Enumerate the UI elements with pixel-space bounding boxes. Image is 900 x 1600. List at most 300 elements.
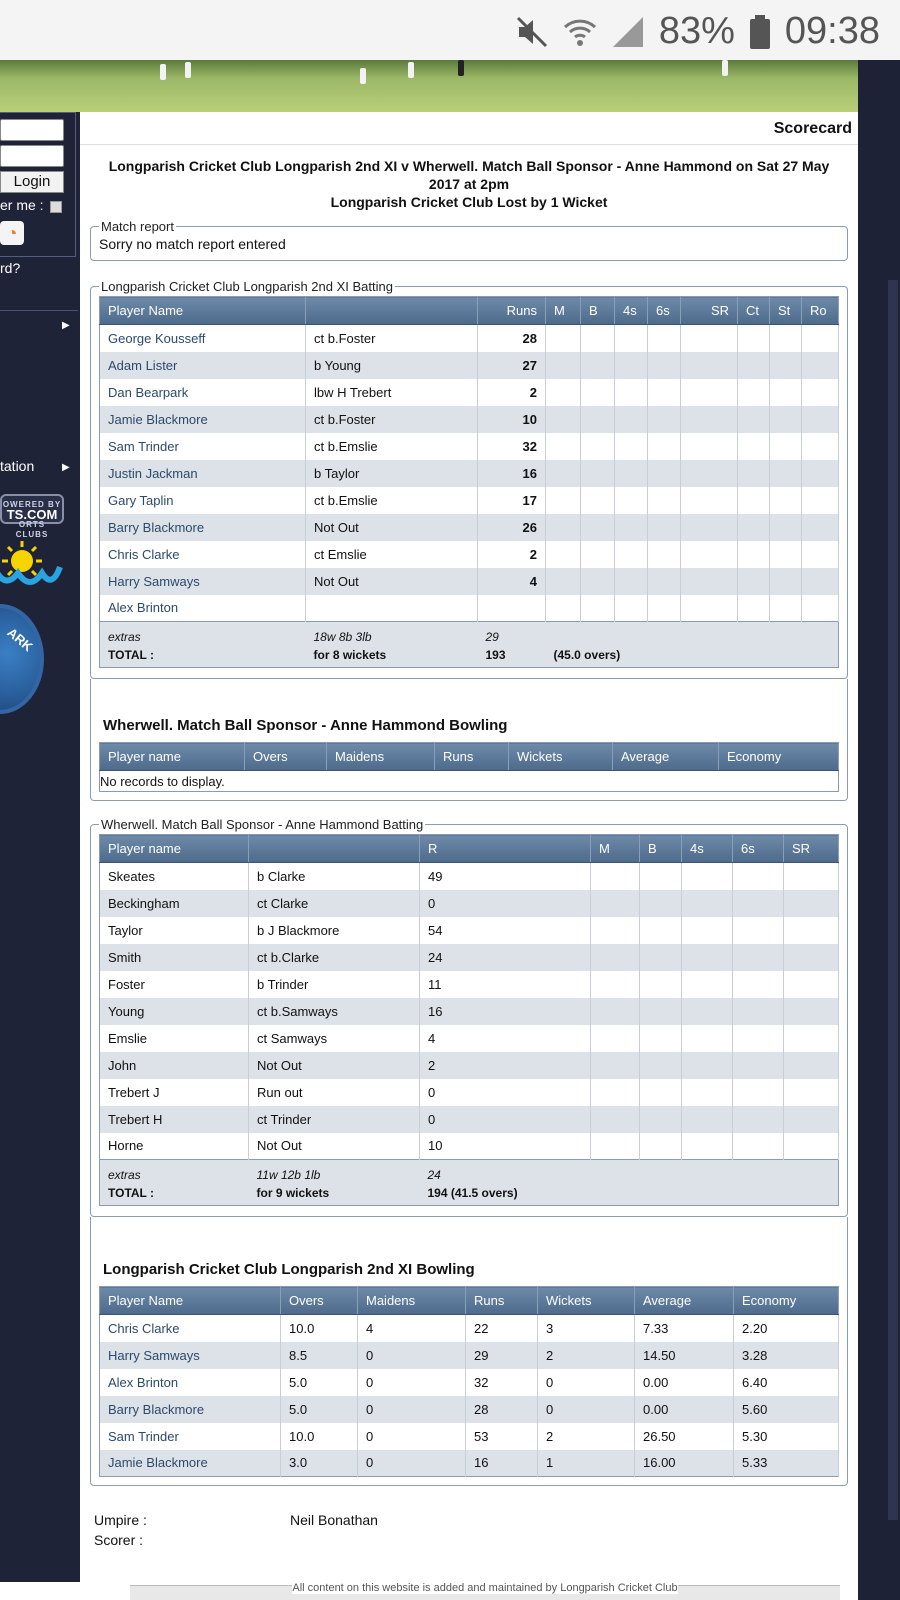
empty-cell bbox=[546, 433, 581, 460]
empty-cell bbox=[682, 863, 733, 890]
wickets: 0 bbox=[538, 1396, 635, 1423]
column-header[interactable]: Average bbox=[635, 1287, 734, 1315]
empty-cell bbox=[615, 379, 648, 406]
empty-cell bbox=[784, 917, 839, 944]
player-name-link[interactable]: Gary Taplin bbox=[100, 487, 306, 514]
total-figures bbox=[478, 622, 839, 668]
empty-cell bbox=[682, 890, 733, 917]
table-row bbox=[100, 1106, 839, 1133]
dismissal bbox=[306, 595, 478, 622]
column-header[interactable]: B bbox=[581, 297, 615, 325]
empty-cell bbox=[681, 379, 738, 406]
column-header[interactable]: Player name bbox=[100, 835, 249, 863]
empty-cell bbox=[615, 433, 648, 460]
officials bbox=[80, 1486, 858, 1550]
empty-cell bbox=[546, 514, 581, 541]
empty-cell bbox=[770, 325, 802, 352]
login-button[interactable]: Login bbox=[0, 171, 64, 193]
empty-cell bbox=[738, 325, 770, 352]
column-header[interactable]: Maidens bbox=[358, 1287, 466, 1315]
empty-cell bbox=[648, 379, 681, 406]
empty-cell bbox=[784, 1133, 839, 1160]
empty-cell bbox=[546, 568, 581, 595]
menu-arrow-icon[interactable]: ▶ bbox=[62, 320, 70, 331]
empty-cell bbox=[770, 568, 802, 595]
total-wickets: for 9 wickets bbox=[256, 1186, 330, 1200]
forgot-password-link[interactable]: rd? bbox=[0, 260, 21, 276]
empty-cell bbox=[784, 971, 839, 998]
player-name-link[interactable]: Barry Blackmore bbox=[100, 1396, 281, 1423]
empty-cell bbox=[591, 998, 640, 1025]
dismissal: ct Trinder bbox=[249, 1106, 420, 1133]
totals-row bbox=[100, 622, 839, 668]
empty-cell bbox=[648, 406, 681, 433]
empty-cell bbox=[738, 460, 770, 487]
dismissal: b Clarke bbox=[249, 863, 420, 890]
page-title: Scorecard bbox=[80, 112, 858, 145]
empty-cell bbox=[802, 595, 839, 622]
extras-detail: 18w 8b 3lb bbox=[313, 630, 372, 644]
column-header[interactable]: Wickets bbox=[538, 1287, 635, 1315]
empty-cell bbox=[640, 863, 682, 890]
player-name-link[interactable]: Barry Blackmore bbox=[100, 514, 306, 541]
empty-cell bbox=[681, 541, 738, 568]
empty-cell bbox=[784, 1106, 839, 1133]
empty-cell bbox=[615, 595, 648, 622]
empty-cell bbox=[784, 890, 839, 917]
player-name-link[interactable]: Dan Bearpark bbox=[100, 379, 306, 406]
extras-detail-cell bbox=[249, 1160, 420, 1206]
economy: 6.40 bbox=[734, 1369, 839, 1396]
runs: 2 bbox=[420, 1052, 591, 1079]
table-row bbox=[100, 1025, 839, 1052]
table-row bbox=[100, 568, 839, 595]
extras-total-labels bbox=[100, 1160, 249, 1206]
column-header[interactable]: St bbox=[770, 297, 802, 325]
empty-cell bbox=[802, 379, 839, 406]
empty-cell bbox=[802, 325, 839, 352]
average: 0.00 bbox=[635, 1396, 734, 1423]
empty-cell bbox=[581, 541, 615, 568]
column-header[interactable]: Runs bbox=[478, 297, 546, 325]
empty-cell bbox=[770, 541, 802, 568]
signal-icon bbox=[611, 15, 645, 49]
empty-cell bbox=[581, 433, 615, 460]
column-header[interactable]: Player name bbox=[100, 743, 245, 771]
column-header[interactable]: 6s bbox=[648, 297, 681, 325]
runs: 17 bbox=[478, 487, 546, 514]
menu-arrow-icon[interactable]: ▶ bbox=[62, 462, 70, 473]
away-bowling-title: Wherwell. Match Ball Sponsor - Anne Hammond Bowling bbox=[103, 717, 508, 734]
player-name: Beckingham bbox=[100, 890, 249, 917]
header-row bbox=[100, 1287, 839, 1315]
column-header[interactable]: Player Name bbox=[100, 297, 306, 325]
maidens: 4 bbox=[358, 1315, 466, 1342]
player-name-link[interactable]: Alex Brinton bbox=[100, 1369, 281, 1396]
runs: 16 bbox=[420, 998, 591, 1025]
empty-cell bbox=[733, 944, 784, 971]
table-row bbox=[100, 863, 839, 890]
column-header[interactable]: B bbox=[640, 835, 682, 863]
empty-cell bbox=[591, 1106, 640, 1133]
table-row bbox=[100, 514, 839, 541]
right-edge bbox=[858, 60, 900, 1600]
empty-cell bbox=[546, 595, 581, 622]
empty-cell bbox=[682, 998, 733, 1025]
empty-cell bbox=[591, 890, 640, 917]
runs: 27 bbox=[478, 352, 546, 379]
empty-cell bbox=[682, 944, 733, 971]
umpire-label: Umpire : bbox=[94, 1512, 147, 1528]
player-name: Trebert J bbox=[100, 1079, 249, 1106]
empty-cell bbox=[615, 325, 648, 352]
empty-cell bbox=[546, 325, 581, 352]
away-bowling-table bbox=[99, 742, 839, 771]
empty-cell bbox=[770, 433, 802, 460]
empty-cell bbox=[784, 1025, 839, 1052]
empty-cell bbox=[648, 487, 681, 514]
column-header[interactable]: Runs bbox=[466, 1287, 538, 1315]
empty-cell bbox=[591, 1052, 640, 1079]
match-result: Longparish Cricket Club Lost by 1 Wicket bbox=[330, 194, 608, 210]
table-row bbox=[100, 487, 839, 514]
sidebar bbox=[0, 112, 80, 1582]
wickets: 2 bbox=[538, 1423, 635, 1450]
empty-cell bbox=[546, 379, 581, 406]
extras-total: 29 bbox=[485, 630, 499, 644]
table-row bbox=[100, 406, 839, 433]
empty-cell bbox=[615, 568, 648, 595]
table-row bbox=[100, 379, 839, 406]
empty-cell bbox=[648, 325, 681, 352]
empty-cell bbox=[615, 352, 648, 379]
match-report-legend: Match report bbox=[101, 219, 174, 234]
empty-cell bbox=[581, 379, 615, 406]
match-report-text: Sorry no match report entered bbox=[99, 236, 286, 252]
empty-cell bbox=[770, 514, 802, 541]
header-row bbox=[100, 297, 839, 325]
player-name: Foster bbox=[100, 971, 249, 998]
home-bowling-section bbox=[90, 1217, 848, 1486]
empty-cell bbox=[640, 944, 682, 971]
empty-cell bbox=[802, 487, 839, 514]
empty-cell bbox=[615, 406, 648, 433]
player-name-link[interactable]: Sam Trinder bbox=[100, 1423, 281, 1450]
battery-percent: 83% bbox=[658, 10, 735, 52]
extras-detail-cell bbox=[306, 622, 478, 668]
player-name-link[interactable]: Justin Jackman bbox=[100, 460, 306, 487]
away-batting-section bbox=[90, 817, 848, 1217]
runs: 54 bbox=[420, 917, 591, 944]
column-header[interactable]: 6s bbox=[733, 835, 784, 863]
empty-cell bbox=[738, 406, 770, 433]
empty-cell bbox=[546, 487, 581, 514]
column-header[interactable]: M bbox=[591, 835, 640, 863]
total-runs: 194 (41.5 overs) bbox=[427, 1186, 518, 1200]
player-name: Skeates bbox=[100, 863, 249, 890]
sidebar-menu-item[interactable]: tation bbox=[0, 458, 35, 474]
empty-cell bbox=[770, 487, 802, 514]
runs: 10 bbox=[420, 1133, 591, 1160]
dismissal: ct b.Samways bbox=[249, 998, 420, 1025]
no-records-text: No records to display. bbox=[99, 771, 839, 792]
empty-cell bbox=[681, 568, 738, 595]
empty-cell bbox=[681, 460, 738, 487]
maidens: 0 bbox=[358, 1369, 466, 1396]
dismissal: b J Blackmore bbox=[249, 917, 420, 944]
empty-cell bbox=[738, 487, 770, 514]
player-name-link[interactable]: Jamie Blackmore bbox=[100, 406, 306, 433]
column-header[interactable]: Overs bbox=[281, 1287, 358, 1315]
maidens: 0 bbox=[358, 1450, 466, 1477]
maidens: 0 bbox=[358, 1342, 466, 1369]
total-overs: (45.0 overs) bbox=[553, 648, 621, 662]
column-header[interactable]: Overs bbox=[245, 743, 327, 771]
empty-cell bbox=[802, 460, 839, 487]
player-name: Emslie bbox=[100, 1025, 249, 1052]
wickets: 0 bbox=[538, 1369, 635, 1396]
home-bowling-table bbox=[99, 1286, 839, 1477]
empty-cell bbox=[738, 379, 770, 406]
empty-cell bbox=[591, 971, 640, 998]
header-row bbox=[100, 743, 839, 771]
dismissal: ct Samways bbox=[249, 1025, 420, 1052]
column-header[interactable]: R bbox=[420, 835, 591, 863]
player-name: Young bbox=[100, 998, 249, 1025]
clock: 09:38 bbox=[784, 10, 880, 52]
empty-cell bbox=[581, 325, 615, 352]
empty-cell bbox=[682, 971, 733, 998]
empty-cell bbox=[615, 541, 648, 568]
column-header[interactable]: Wickets bbox=[509, 743, 613, 771]
home-batting-section bbox=[90, 279, 848, 679]
player-name: Trebert H bbox=[100, 1106, 249, 1133]
dismissal: ct b.Clarke bbox=[249, 944, 420, 971]
empty-cell bbox=[733, 863, 784, 890]
column-header[interactable]: Maidens bbox=[327, 743, 435, 771]
runs: 53 bbox=[466, 1423, 538, 1450]
maidens: 0 bbox=[358, 1396, 466, 1423]
economy: 3.28 bbox=[734, 1342, 839, 1369]
table-row bbox=[100, 917, 839, 944]
wickets: 3 bbox=[538, 1315, 635, 1342]
table-row bbox=[100, 1369, 839, 1396]
empty-cell bbox=[682, 1106, 733, 1133]
column-header[interactable] bbox=[249, 835, 420, 863]
column-header[interactable]: Economy bbox=[734, 1287, 839, 1315]
empty-cell bbox=[648, 460, 681, 487]
empty-cell bbox=[591, 944, 640, 971]
sidebar-divider bbox=[0, 310, 78, 311]
empty-cell bbox=[681, 433, 738, 460]
away-batting-table bbox=[99, 834, 839, 1206]
dismissal: ct b.Foster bbox=[306, 406, 478, 433]
column-header[interactable]: SR bbox=[784, 835, 839, 863]
overs: 5.0 bbox=[281, 1396, 358, 1423]
rss-icon[interactable]: ◔ bbox=[0, 221, 24, 245]
battery-icon bbox=[749, 15, 771, 49]
economy: 2.20 bbox=[734, 1315, 839, 1342]
empty-cell bbox=[581, 568, 615, 595]
empty-cell bbox=[681, 352, 738, 379]
dismissal: b Young bbox=[306, 352, 478, 379]
column-header[interactable]: Runs bbox=[435, 743, 509, 771]
empty-cell bbox=[581, 352, 615, 379]
empty-cell bbox=[591, 917, 640, 944]
player-name: Smith bbox=[100, 944, 249, 971]
runs: 4 bbox=[478, 568, 546, 595]
dismissal: ct b.Foster bbox=[306, 325, 478, 352]
runs bbox=[478, 595, 546, 622]
empty-cell bbox=[591, 863, 640, 890]
empty-cell bbox=[784, 1079, 839, 1106]
dismissal: ct b.Emslie bbox=[306, 433, 478, 460]
remember-me-checkbox[interactable] bbox=[50, 201, 62, 213]
club-crest-logo[interactable]: ARK bbox=[0, 604, 44, 714]
average: 0.00 bbox=[635, 1369, 734, 1396]
player-name-link[interactable]: Chris Clarke bbox=[100, 541, 306, 568]
empty-cell bbox=[640, 1079, 682, 1106]
password-input[interactable] bbox=[0, 145, 64, 167]
empty-cell bbox=[681, 487, 738, 514]
extras-label: extras bbox=[108, 630, 141, 644]
average: 14.50 bbox=[635, 1342, 734, 1369]
sponsor-logo[interactable] bbox=[0, 537, 68, 597]
empty-cell bbox=[802, 352, 839, 379]
empty-cell bbox=[682, 1025, 733, 1052]
dismissal: b Taylor bbox=[306, 460, 478, 487]
overs: 10.0 bbox=[281, 1423, 358, 1450]
runs: 24 bbox=[420, 944, 591, 971]
runs: 32 bbox=[478, 433, 546, 460]
player-name-link[interactable]: Jamie Blackmore bbox=[100, 1450, 281, 1477]
table-row bbox=[100, 1342, 839, 1369]
remember-me-label: er me : bbox=[0, 197, 44, 213]
empty-cell bbox=[640, 1025, 682, 1052]
runs: 2 bbox=[478, 541, 546, 568]
runs: 32 bbox=[466, 1369, 538, 1396]
status-bar bbox=[0, 0, 900, 60]
scrollbar[interactable] bbox=[888, 280, 898, 1520]
empty-cell bbox=[640, 890, 682, 917]
player-name: John bbox=[100, 1052, 249, 1079]
column-header[interactable]: Ct bbox=[738, 297, 770, 325]
total-runs: 193 bbox=[485, 648, 506, 662]
table-row bbox=[100, 1079, 839, 1106]
empty-cell bbox=[546, 352, 581, 379]
dismissal: ct Emslie bbox=[306, 541, 478, 568]
wickets: 2 bbox=[538, 1342, 635, 1369]
header-banner-image bbox=[0, 60, 860, 112]
empty-cell bbox=[581, 595, 615, 622]
empty-cell bbox=[733, 998, 784, 1025]
player-name-link[interactable]: Harry Samways bbox=[100, 568, 306, 595]
runs: 22 bbox=[466, 1315, 538, 1342]
table-row bbox=[100, 595, 839, 622]
maidens: 0 bbox=[358, 1423, 466, 1450]
overs: 5.0 bbox=[281, 1369, 358, 1396]
empty-cell bbox=[733, 1079, 784, 1106]
empty-cell bbox=[784, 863, 839, 890]
wifi-icon bbox=[563, 15, 597, 49]
empty-cell bbox=[733, 971, 784, 998]
home-batting-table bbox=[99, 296, 839, 668]
empty-cell bbox=[591, 1133, 640, 1160]
footer-text: All content on this website is added and maintained by Longparish Cricket Club bbox=[292, 1582, 678, 1594]
empty-cell bbox=[738, 541, 770, 568]
empty-cell bbox=[770, 595, 802, 622]
column-header[interactable] bbox=[306, 297, 478, 325]
empty-cell bbox=[615, 487, 648, 514]
empty-cell bbox=[733, 1133, 784, 1160]
powered-by-badge[interactable]: OWERED BY TS.COM ORTS CLUBS bbox=[0, 494, 64, 524]
runs: 0 bbox=[420, 1106, 591, 1133]
empty-cell bbox=[615, 460, 648, 487]
empty-cell bbox=[770, 460, 802, 487]
dismissal: ct b.Emslie bbox=[306, 487, 478, 514]
umpire-name: Neil Bonathan bbox=[290, 1512, 378, 1528]
match-title: Longparish Cricket Club Longparish 2nd XI v Wherwell. Match Ball Sponsor - Anne Hammond on Sat 27 May 2017 at 2pm bbox=[108, 158, 830, 192]
player-name-link[interactable]: Chris Clarke bbox=[100, 1315, 281, 1342]
home-bowling-title: Longparish Cricket Club Longparish 2nd XI Bowling bbox=[103, 1261, 475, 1278]
empty-cell bbox=[581, 514, 615, 541]
dismissal: lbw H Trebert bbox=[306, 379, 478, 406]
table-row bbox=[100, 1450, 839, 1477]
column-header[interactable]: Ro bbox=[802, 297, 839, 325]
empty-cell bbox=[681, 406, 738, 433]
column-header[interactable]: Average bbox=[613, 743, 719, 771]
player-name-link[interactable]: Alex Brinton bbox=[100, 595, 306, 622]
player-name-link[interactable]: Sam Trinder bbox=[100, 433, 306, 460]
runs: 0 bbox=[420, 1079, 591, 1106]
empty-cell bbox=[640, 1133, 682, 1160]
economy: 5.30 bbox=[734, 1423, 839, 1450]
player-name-link[interactable]: Adam Lister bbox=[100, 352, 306, 379]
match-report-box bbox=[90, 219, 848, 261]
column-header[interactable]: Economy bbox=[719, 743, 839, 771]
runs: 49 bbox=[420, 863, 591, 890]
runs: 28 bbox=[478, 325, 546, 352]
runs: 0 bbox=[420, 890, 591, 917]
runs: 16 bbox=[466, 1450, 538, 1477]
player-name-link[interactable]: George Kousseff bbox=[100, 325, 306, 352]
scorer-label: Scorer : bbox=[94, 1532, 144, 1548]
column-header[interactable]: M bbox=[546, 297, 581, 325]
empty-cell bbox=[581, 406, 615, 433]
column-header[interactable]: 4s bbox=[615, 297, 648, 325]
empty-cell bbox=[733, 890, 784, 917]
empty-cell bbox=[770, 406, 802, 433]
dismissal: Not Out bbox=[249, 1133, 420, 1160]
mute-icon bbox=[515, 15, 549, 49]
economy: 5.33 bbox=[734, 1450, 839, 1477]
empty-cell bbox=[640, 1052, 682, 1079]
column-header[interactable]: 4s bbox=[682, 835, 733, 863]
empty-cell bbox=[581, 487, 615, 514]
empty-cell bbox=[733, 1106, 784, 1133]
extras-total: 24 bbox=[427, 1168, 441, 1182]
runs: 4 bbox=[420, 1025, 591, 1052]
username-input[interactable] bbox=[0, 119, 64, 141]
extras-total-labels bbox=[100, 622, 306, 668]
empty-cell bbox=[682, 1079, 733, 1106]
runs: 2 bbox=[478, 379, 546, 406]
column-header[interactable]: SR bbox=[681, 297, 738, 325]
runs: 11 bbox=[420, 971, 591, 998]
column-header[interactable]: Player Name bbox=[100, 1287, 281, 1315]
player-name-link[interactable]: Harry Samways bbox=[100, 1342, 281, 1369]
totals-row bbox=[100, 1160, 839, 1206]
